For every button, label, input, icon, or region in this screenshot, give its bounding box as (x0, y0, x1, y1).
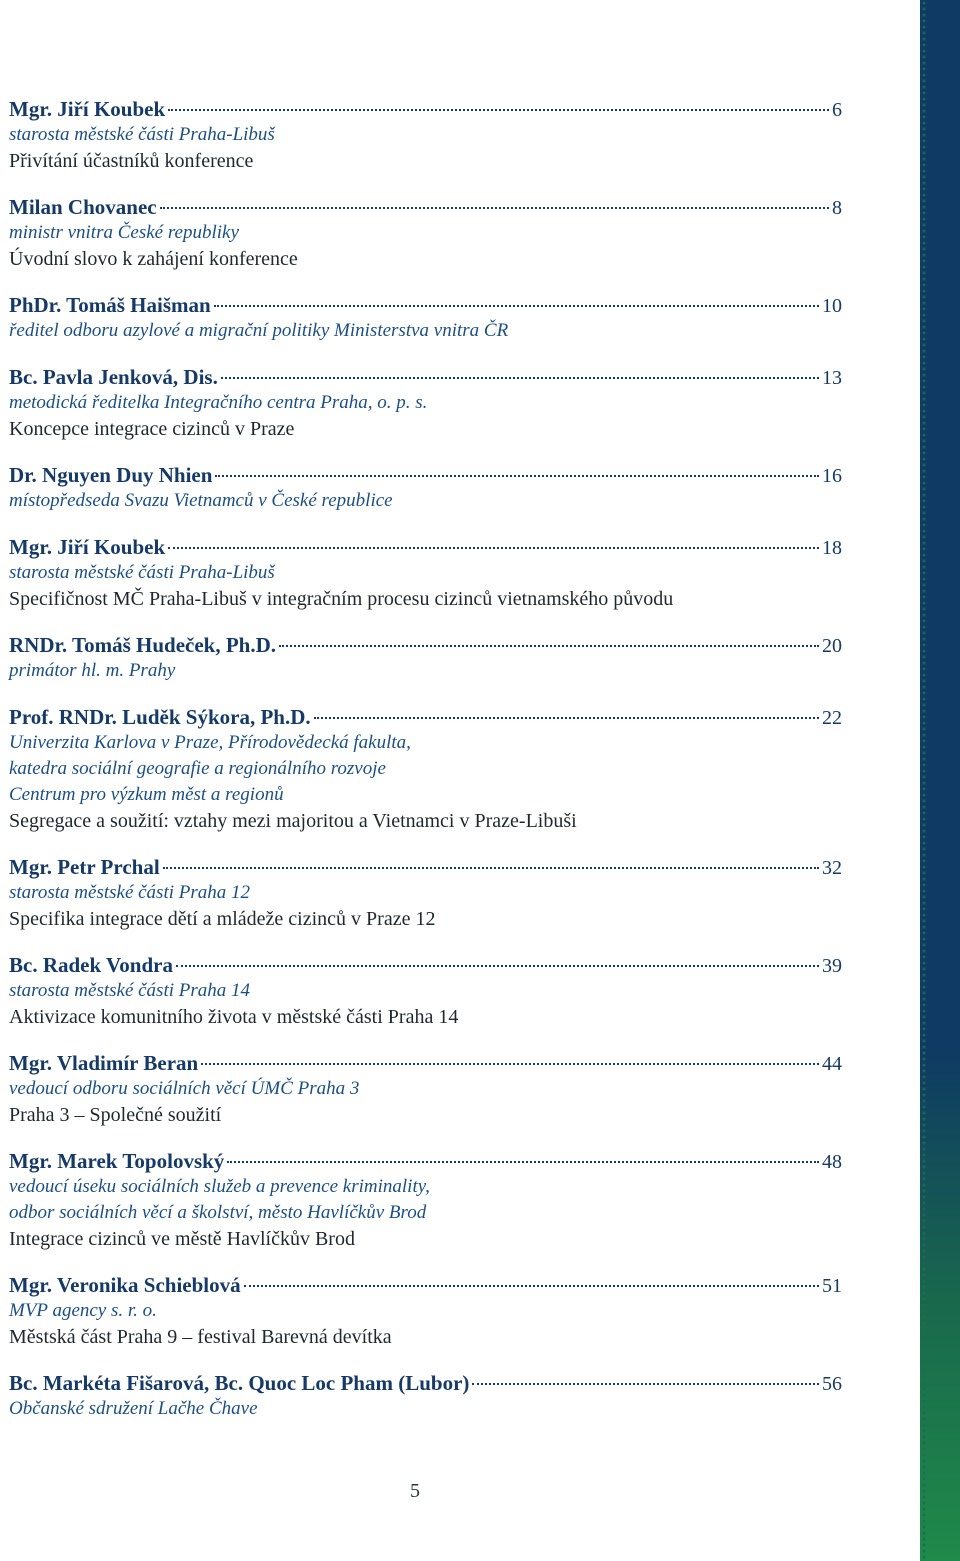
page-reference: 18 (822, 537, 842, 559)
dot-leader (215, 475, 819, 477)
dot-leader (163, 867, 819, 869)
talk-topic: Integrace cizinců ve městě Havlíčkův Brod (9, 1228, 355, 1250)
talk-topic: Přivítání účastníků konference (9, 150, 254, 172)
speaker-role: ředitel odboru azylové a migrační politiky Ministerstva vnitra ČR (9, 320, 509, 341)
page-reference: 20 (822, 635, 842, 657)
page-reference: 56 (822, 1373, 842, 1395)
talk-topic: Specifika integrace dětí a mládeže cizinců v Praze 12 (9, 908, 436, 930)
toc-entry-heading (9, 704, 842, 730)
speaker-name: Mgr. Vladimír Beran (9, 1051, 199, 1075)
toc-entry (9, 534, 842, 612)
toc-entry (9, 1370, 842, 1422)
page-reference: 48 (822, 1151, 842, 1173)
speaker-role: primátor hl. m. Prahy (9, 660, 176, 681)
speaker-role: metodická ředitelka Integračního centra Praha, o. p. s. (9, 392, 428, 413)
speaker-name: Mgr. Jiří Koubek (9, 535, 166, 559)
toc-entry-heading (9, 632, 842, 658)
page-reference: 51 (822, 1275, 842, 1297)
speaker-name: Milan Chovanec (9, 195, 157, 219)
speaker-name: Prof. RNDr. Luděk Sýkora, Ph.D. (9, 705, 311, 729)
toc-entry (9, 1148, 842, 1252)
toc-entry-heading (9, 364, 842, 390)
speaker-name: Bc. Pavla Jenková, Dis. (9, 365, 218, 389)
talk-topic: Koncepce integrace cizinců v Praze (9, 418, 295, 440)
toc-entry (9, 96, 842, 174)
speaker-role: MVP agency s. r. o. (9, 1300, 157, 1321)
toc-entry (9, 364, 842, 442)
speaker-role: starosta městské části Praha-Libuš (9, 124, 275, 145)
page-reference: 16 (822, 465, 842, 487)
page-reference: 10 (822, 295, 842, 317)
speaker-role: odbor sociálních věcí a školství, město Havlíčkův Brod (9, 1202, 427, 1223)
speaker-name: Mgr. Marek Topolovský (9, 1149, 225, 1173)
page-reference: 8 (832, 197, 842, 219)
speaker-name: RNDr. Tomáš Hudeček, Ph.D. (9, 633, 277, 657)
dot-leader (472, 1383, 819, 1385)
toc-entry-heading (9, 952, 842, 978)
dot-leader (227, 1161, 819, 1163)
toc-entry (9, 854, 842, 932)
talk-topic: Úvodní slovo k zahájení konference (9, 248, 298, 270)
talk-topic: Praha 3 – Společné soužití (9, 1104, 222, 1126)
toc-entry (9, 462, 842, 514)
speaker-role: Univerzita Karlova v Praze, Přírodovědecká fakulta, (9, 732, 411, 753)
speaker-role: starosta městské části Praha-Libuš (9, 562, 275, 583)
toc-entry-heading (9, 1370, 842, 1396)
toc-entry-heading (9, 1050, 842, 1076)
toc-entry (9, 1050, 842, 1128)
toc-entry-heading (9, 854, 842, 880)
dot-leader (214, 305, 819, 307)
toc-entry-heading (9, 1272, 842, 1298)
toc-entry-heading (9, 1148, 842, 1174)
toc-entry (9, 632, 842, 684)
speaker-role: vedoucí úseku sociálních služeb a prevence kriminality, (9, 1176, 430, 1197)
toc-entry-heading (9, 194, 842, 220)
talk-topic: Aktivizace komunitního života v městské části Praha 14 (9, 1006, 459, 1028)
toc-entry (9, 704, 842, 834)
talk-topic: Specifičnost MČ Praha-Libuš v integračním procesu cizinců vietnamského původu (9, 588, 674, 610)
speaker-name: Mgr. Veronika Schieblová (9, 1273, 241, 1297)
speaker-role: starosta městské části Praha 14 (9, 980, 251, 1001)
toc-entry (9, 292, 842, 344)
page-reference: 13 (822, 367, 842, 389)
decorative-dot-strip (921, 0, 927, 1561)
dot-leader (244, 1285, 819, 1287)
toc-entry-heading (9, 96, 842, 122)
speaker-role: vedoucí odboru sociálních věcí ÚMČ Praha 3 (9, 1078, 360, 1099)
page-reference: 39 (822, 955, 842, 977)
page-reference: 32 (822, 857, 842, 879)
speaker-name: Dr. Nguyen Duy Nhien (9, 463, 213, 487)
speaker-name: Mgr. Jiří Koubek (9, 97, 166, 121)
toc-entry-heading (9, 534, 842, 560)
dot-leader (176, 965, 819, 967)
dot-leader (168, 547, 819, 549)
speaker-name: Bc. Markéta Fišarová, Bc. Quoc Loc Pham (Lubor) (9, 1371, 470, 1395)
speaker-role: místopředseda Svazu Vietnamců v České republice (9, 490, 393, 511)
toc-entry-heading (9, 462, 842, 488)
dot-leader (279, 645, 819, 647)
talk-topic: Městská část Praha 9 – festival Barevná devítka (9, 1326, 392, 1348)
page-number: 5 (410, 1480, 420, 1502)
speaker-name: Mgr. Petr Prchal (9, 855, 160, 879)
dot-leader (201, 1063, 819, 1065)
speaker-role: Centrum pro výzkum měst a regionů (9, 784, 284, 805)
table-of-contents (9, 96, 842, 1442)
speaker-name: PhDr. Tomáš Haišman (9, 293, 211, 317)
toc-entry (9, 1272, 842, 1350)
speaker-role: starosta městské části Praha 12 (9, 882, 251, 903)
toc-entry (9, 952, 842, 1030)
dot-leader (168, 109, 829, 111)
page-reference: 22 (822, 707, 842, 729)
page-reference: 6 (832, 99, 842, 121)
page-reference: 44 (822, 1053, 842, 1075)
speaker-role: ministr vnitra České republiky (9, 222, 239, 243)
dot-leader (314, 717, 819, 719)
toc-entry-heading (9, 292, 842, 318)
speaker-role: Občanské sdružení Lačhe Čhave (9, 1398, 258, 1419)
speaker-name: Bc. Radek Vondra (9, 953, 173, 977)
dot-leader (221, 377, 819, 379)
talk-topic: Segregace a soužití: vztahy mezi majoritou a Vietnamci v Praze-Libuši (9, 810, 577, 832)
dot-leader (160, 207, 829, 209)
speaker-role: katedra sociální geografie a regionálního rozvoje (9, 758, 386, 779)
toc-entry (9, 194, 842, 272)
